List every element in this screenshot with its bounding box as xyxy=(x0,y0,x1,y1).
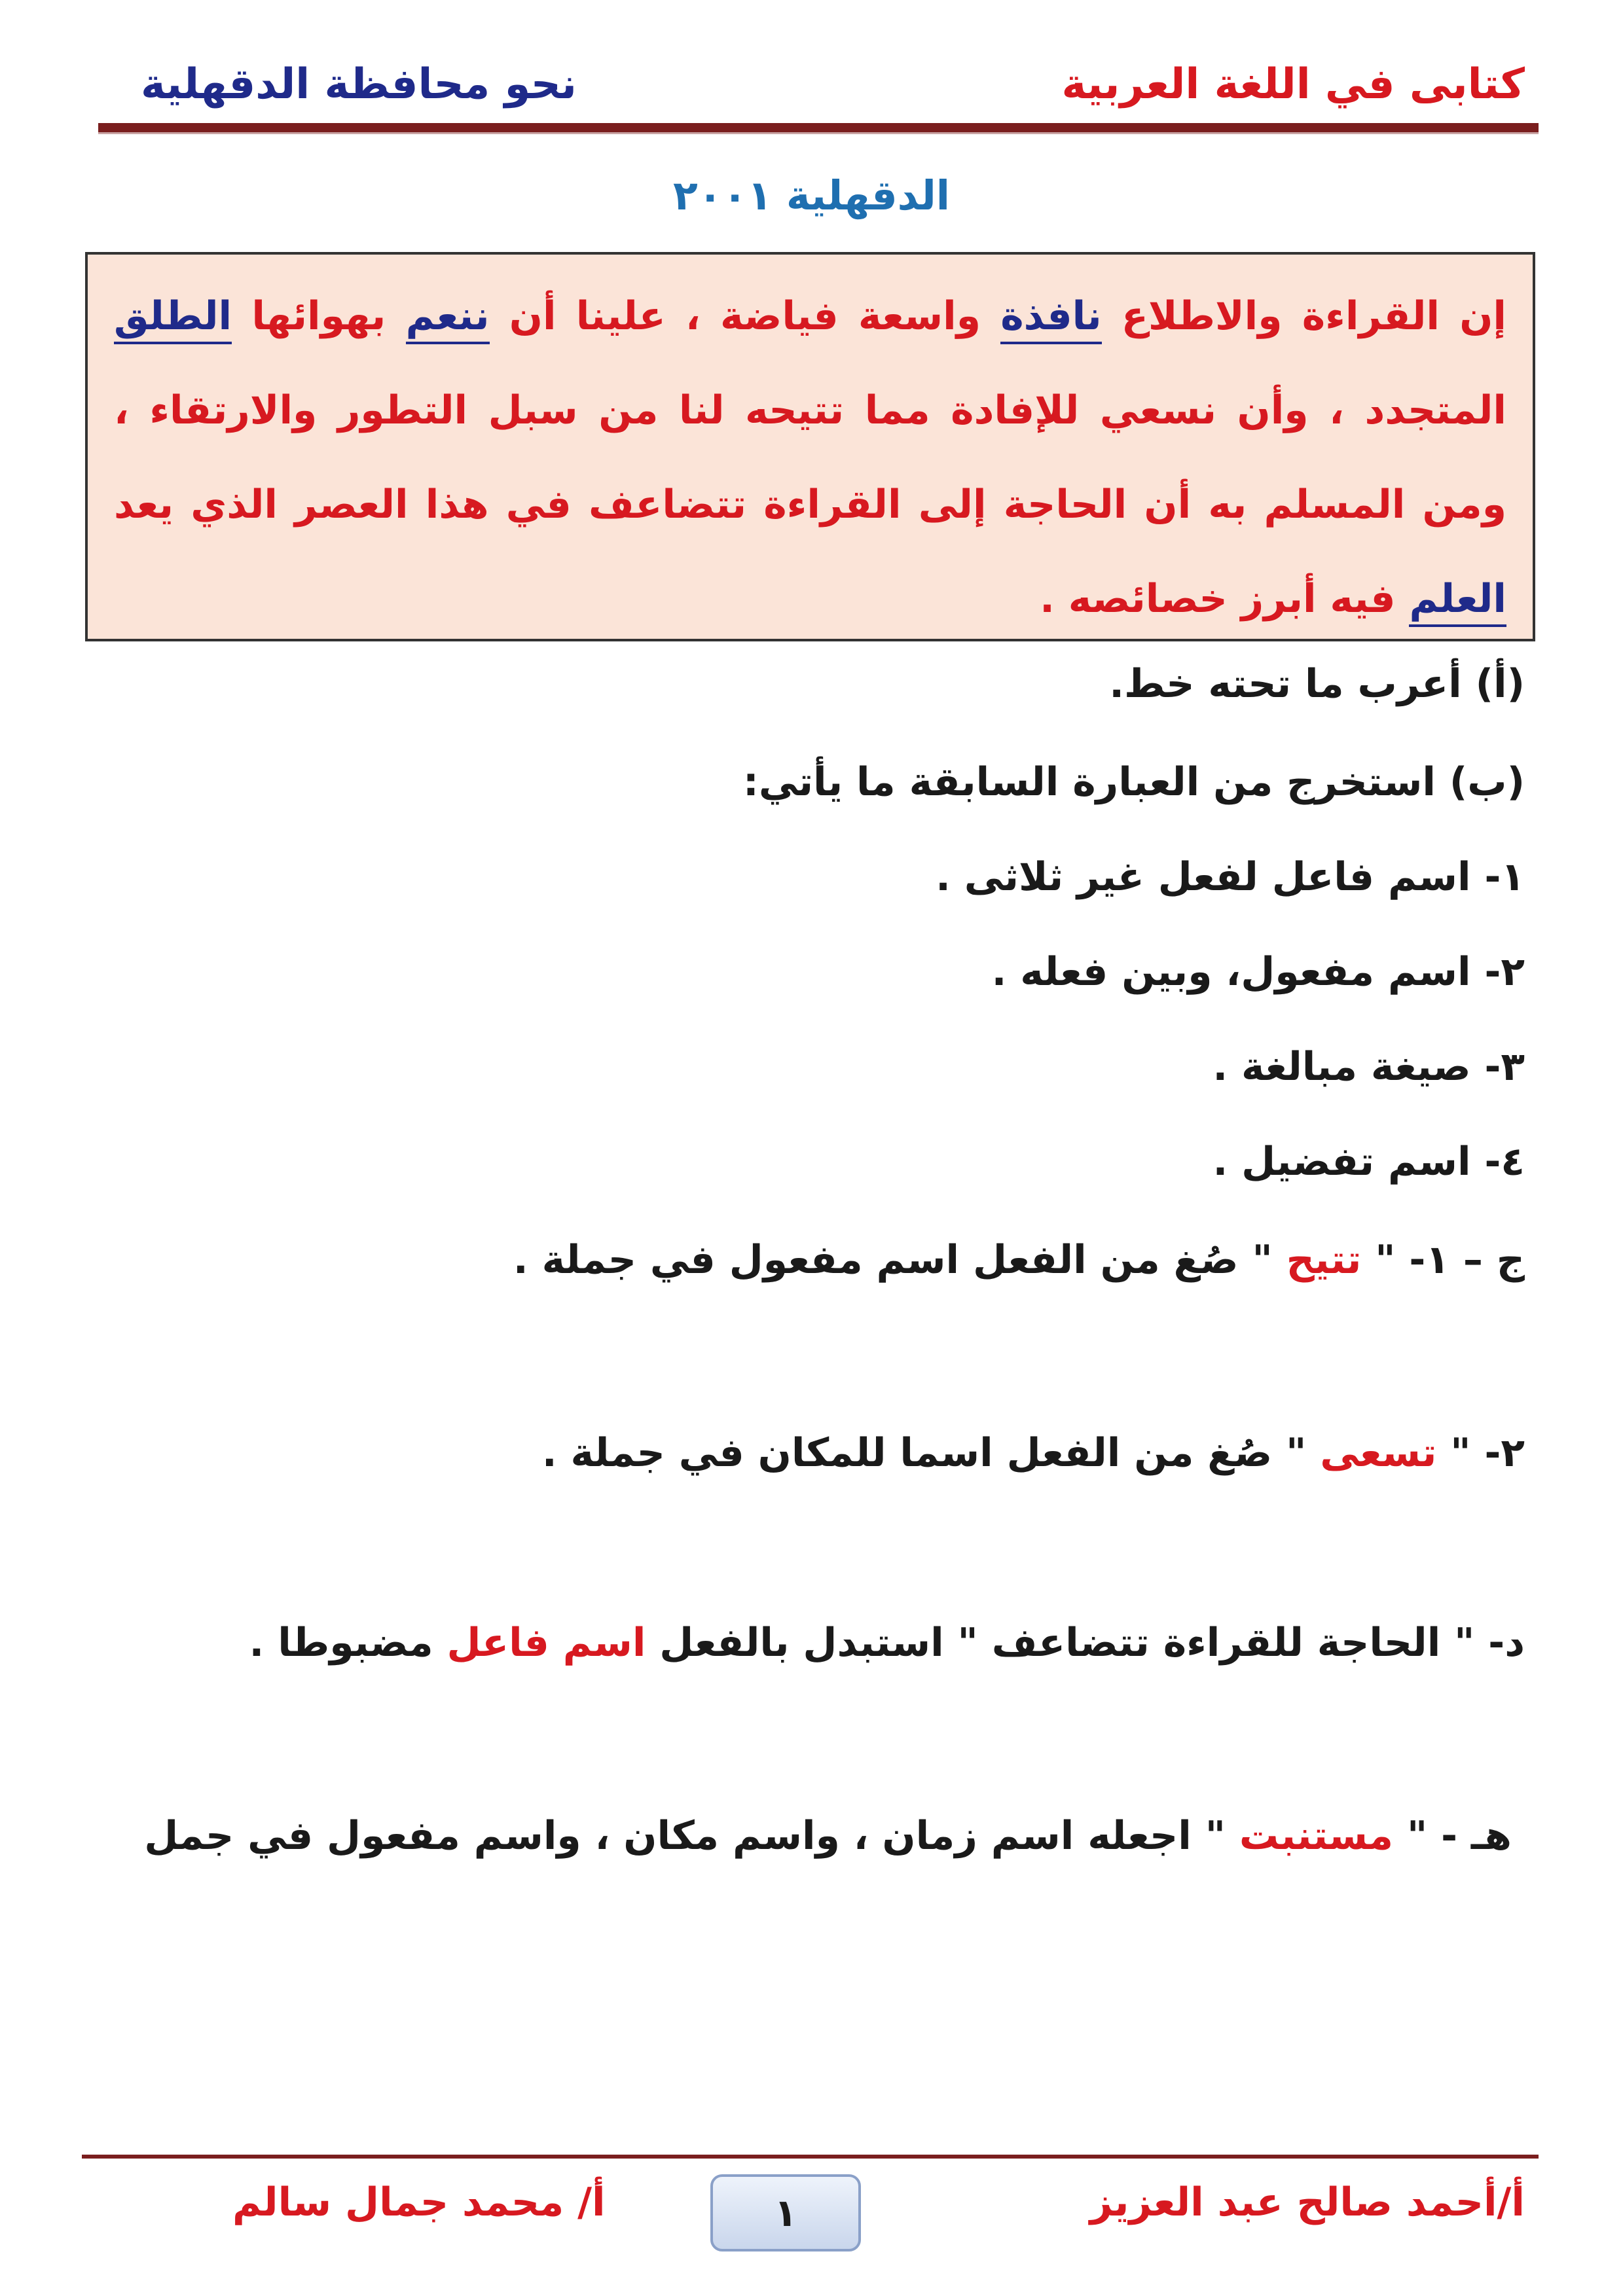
section-title: نحو محافظة الدقهلية xyxy=(141,60,577,109)
underlined-word: نافذة xyxy=(1000,293,1101,344)
exam-title: الدقهلية ٢٠٠١ xyxy=(672,171,951,219)
question-b-item: ٢- اسم مفعول، وبين فعله . xyxy=(991,949,1525,995)
question-c2 xyxy=(542,1430,1525,1476)
question-d-text: مضبوطا . xyxy=(249,1620,447,1666)
question-c2-word: تسعى xyxy=(1320,1430,1437,1476)
question-c1-prefix: ج – ١- xyxy=(1395,1237,1525,1283)
question-b: (ب) استخرج من العبارة السابقة ما يأتي: xyxy=(742,759,1525,805)
question-b-item: ٤- اسم تفضيل . xyxy=(1213,1139,1525,1185)
passage-text: واسعة فياضة ، علينا أن xyxy=(489,293,1001,339)
page-number-box xyxy=(710,2174,861,2251)
question-e-prefix: هـ - " xyxy=(1393,1813,1512,1859)
passage-text: إن القراءة والاطلاع xyxy=(1101,293,1507,339)
question-c1-text: " صُغ من الفعل اسم مفعول في جملة . xyxy=(513,1237,1286,1283)
question-d-prefix: د- " الحاجة للقراءة تتضاعف " استبدل بالفعل xyxy=(646,1620,1525,1666)
page-number: ١ xyxy=(774,2191,797,2235)
question-b-item: ٣- صيغة مبالغة . xyxy=(1213,1044,1525,1090)
footer-author-left: أ/ محمد جمال سالم xyxy=(232,2179,606,2225)
question-a: (أ) أعرب ما تحته خط. xyxy=(1109,661,1525,707)
header-divider xyxy=(98,123,1539,134)
question-b-item: ١- اسم فاعل لفعل غير ثلاثى . xyxy=(936,854,1525,900)
underlined-word: الطلق xyxy=(114,293,232,344)
underlined-word: ننعم xyxy=(406,293,490,344)
question-e-word: مستنبت xyxy=(1239,1813,1394,1859)
underlined-word: العلم xyxy=(1409,576,1506,627)
passage-text: بهوائها xyxy=(232,293,406,339)
question-c2-prefix: ٢- " xyxy=(1436,1430,1525,1476)
book-title: كتابى في اللغة العربية xyxy=(1061,60,1525,109)
passage-text: المتجدد ، وأن نسعي للإفادة مما تتيحه لنا من سبل التطور والارتقاء ، ومن المسلم به أن الحاجة إلى القراءة تتضاعف في هذا العصر الذي يعد xyxy=(114,387,1506,528)
footer-author-right: أ/أحمد صالح عبد العزيز xyxy=(1089,2179,1525,2225)
question-e-text: " اجعله اسم زمان ، واسم مكان ، واسم مفعول في جمل xyxy=(144,1813,1239,1859)
question-d-word: اسم فاعل xyxy=(447,1620,646,1666)
question-c1-quote: " xyxy=(1361,1237,1396,1283)
passage-text: فيه أبرز خصائصه . xyxy=(1040,576,1410,622)
question-c1 xyxy=(513,1237,1525,1283)
question-d xyxy=(249,1620,1525,1666)
passage-box xyxy=(85,252,1535,641)
question-e xyxy=(144,1813,1512,1859)
question-c2-text: " صُغ من الفعل اسما للمكان في جملة . xyxy=(541,1430,1321,1476)
footer-divider xyxy=(82,2155,1539,2159)
question-c1-word: تتيح xyxy=(1286,1237,1362,1283)
